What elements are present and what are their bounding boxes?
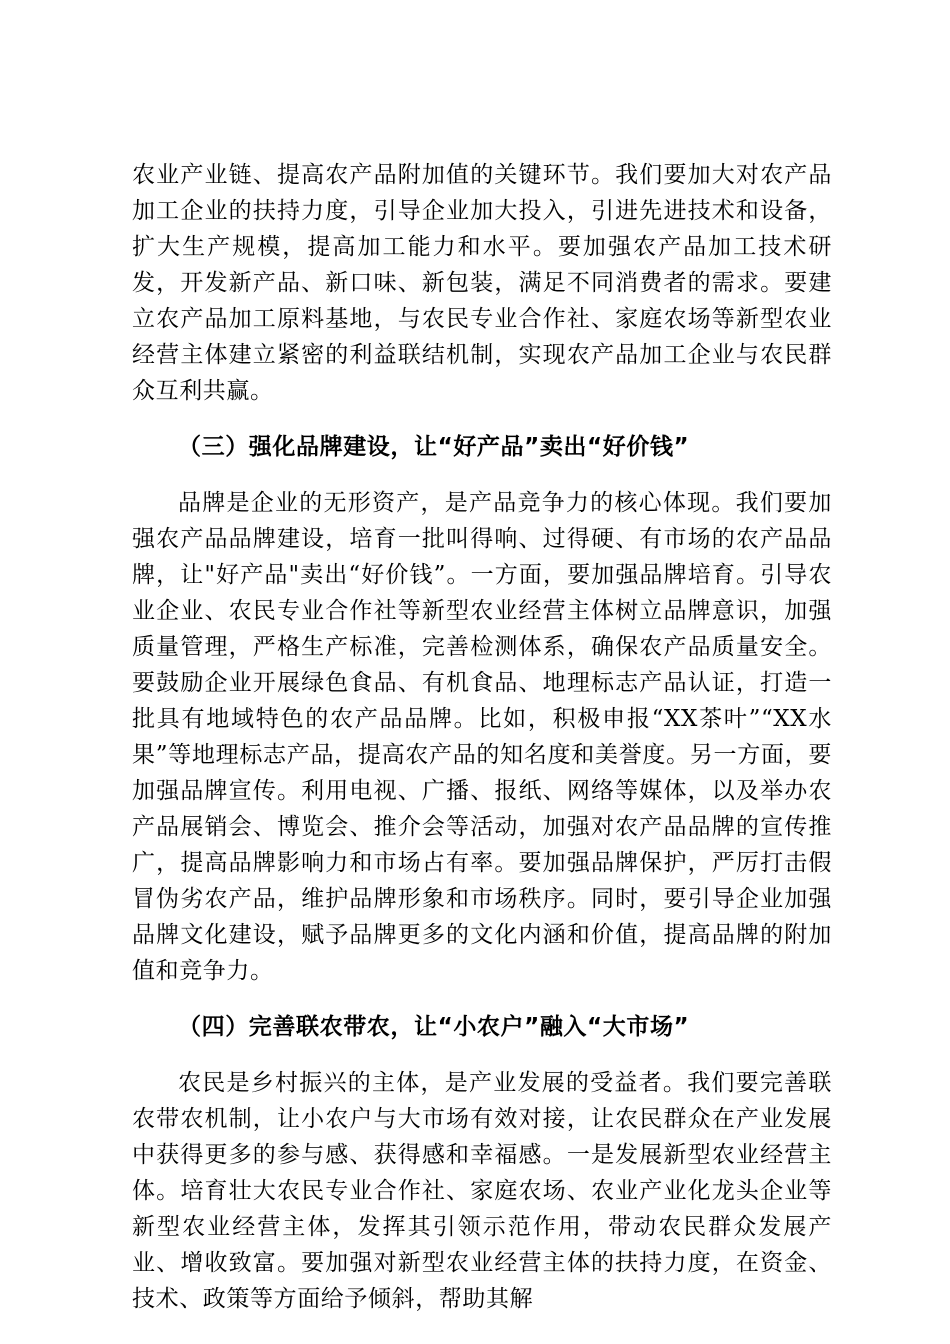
section-heading-4: （四）完善联农带农，让“小农户”融入“大市场” [178,1014,690,1040]
body-paragraph-farmers: 农民是乡村振兴的主体，是产业发展的受益者。我们要完善联农带农机制，让小农户与大市场有效对接，让农民群众在产业发展中获得更多的参与感、获得感和幸福感。一是发展新型农业经营主体。培育壮大农民专业合作社、家庭农场、农业产业化龙头企业等新型农业经营主体，发挥其引领示范作用，带动农民群众发展产业、增收致富。要加强对新型农业经营主体的扶持力度，在资金、技术、政策等方面给予倾斜，帮助其解 [132,1070,832,1312]
section-heading-3: （三）强化品牌建设，让“好产品”卖出“好价钱” [178,434,690,460]
spacer [132,1045,832,1065]
body-paragraph-continuation: 农业产业链、提高农产品附加值的关键环节。我们要加大对农产品加工企业的扶持力度，引导企业加大投入，引进先进技术和设备，扩大生产规模，提高加工能力和水平。要加强农产品加工技术研发，开发新产品、新口味、新包装，满足不同消费者的需求。要建立农产品加工原料基地，与农民专业合作社、家庭农场等新型农业经营主体建立紧密的利益联结机制，实现农产品加工企业与农民群众互利共赢。 [132,162,832,404]
spacer [132,409,832,429]
document-page [132,157,832,1317]
spacer [132,989,832,1009]
spacer [132,465,832,485]
body-paragraph-brand: 品牌是企业的无形资产，是产品竞争力的核心体现。我们要加强农产品品牌建设，培育一批叫得响、过得硬、有市场的农产品品牌，让"好产品"卖出“好价钱”。一方面，要加强品牌培育。引导农业企业、农民专业合作社等新型农业经营主体树立品牌意识，加强质量管理，严格生产标准，完善检测体系，确保农产品质量安全。要鼓励企业开展绿色食品、有机食品、地理标志产品认证，打造一批具有地域特色的农产品品牌。比如，积极申报“XX茶叶”“XX水果”等地理标志产品，提高农产品的知名度和美誉度。另一方面，要加强品牌宣传。利用电视、广播、报纸、网络等媒体，以及举办农产品展销会、博览会、推介会等活动，加强对农产品品牌的宣传推广，提高品牌影响力和市场占有率。要加强品牌保护，严厉打击假冒伪劣农产品，维护品牌形象和市场秩序。同时，要引导企业加强品牌文化建设，赋予品牌更多的文化内涵和价值，提高品牌的附加值和竞争力。 [132,490,832,984]
